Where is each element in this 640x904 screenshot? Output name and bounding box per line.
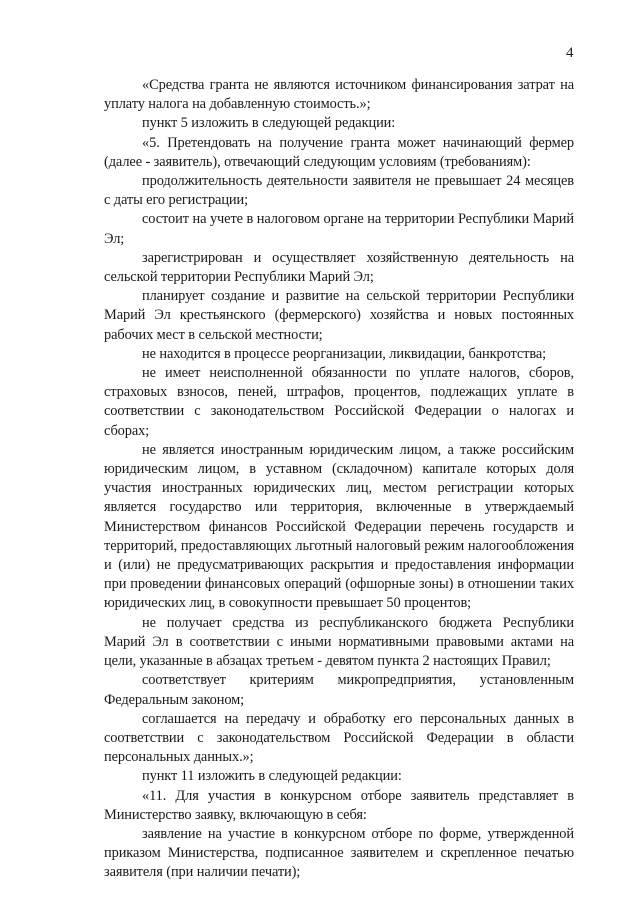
paragraph: «5. Претендовать на получение гранта может начинающий фермер (далее - заявитель), отвечающий следующим условиям (требованиям): — [104, 134, 574, 170]
paragraph: планирует создание и развитие на сельской территории Республики Марий Эл крестьянского (фермерского) хозяйства и новых постоянных рабочих мест в сельской местности; — [104, 288, 574, 343]
paragraph: не является иностранным юридическим лицом, а также российским юридическим лицом, в уставном (складочном) капитале которых доля участия иностранных юридических лиц, местом регистрации которых является государство или территория, включенные в утверждаемый Министерством финансов Российской Федерации перечень государств и территорий, предоставляющих льготный налоговый режим налогообложения и (или) не предусматривающих раскрытия и предоставления информации при проведении финансовых операций (офшорные зоны) в отношении таких юридических лиц, в совокупности превышает 50 процентов; — [104, 441, 574, 612]
paragraph: соглашается на передачу и обработку его персональных данных в соответствии с законодательством Российской Федерации в области персональных данных.»; — [104, 710, 574, 766]
paragraph: «Средства гранта не являются источником финансирования затрат на уплату налога на добавленную стоимость.»; — [104, 77, 574, 113]
page-number: 4 — [566, 45, 574, 61]
document-body — [104, 76, 574, 883]
paragraph: не имеет неисполненной обязанности по уплате налогов, сборов, страховых взносов, пеней, штрафов, процентов, подлежащих уплате в соответствии с законодательством Российской Федерации о налогах и сборах; — [104, 365, 574, 439]
paragraph: соответствует критериям микропредприятия, установленным Федеральным законом; — [104, 672, 574, 708]
paragraph: не получает средства из республиканского бюджета Республики Марий Эл в соответствии с иными нормативными правовыми актами на цели, указанные в абзацах третьем - девятом пункта 2 настоящих Правил; — [104, 614, 574, 670]
paragraph: заявление на участие в конкурсном отборе по форме, утвержденной приказом Министерства, подписанное заявителем и скрепленное печатью заявителя (при наличии печати); — [104, 825, 574, 881]
paragraph: пункт 5 изложить в следующей редакции: — [142, 115, 396, 132]
paragraph: не находится в процессе реорганизации, ликвидации, банкротства; — [142, 345, 547, 362]
paragraph: пункт 11 изложить в следующей редакции: — [142, 768, 402, 785]
paragraph: зарегистрирован и осуществляет хозяйственную деятельность на сельской территории Республики Марий Эл; — [104, 249, 574, 286]
paragraph: «11. Для участия в конкурсном отборе заявитель представляет в Министерство заявку, включающую в себя: — [104, 787, 574, 823]
paragraph: продолжительность деятельности заявителя не превышает 24 месяцев с даты его регистрации; — [104, 173, 574, 209]
paragraph: состоит на учете в налоговом органе на территории Республики Марий Эл; — [104, 211, 574, 247]
